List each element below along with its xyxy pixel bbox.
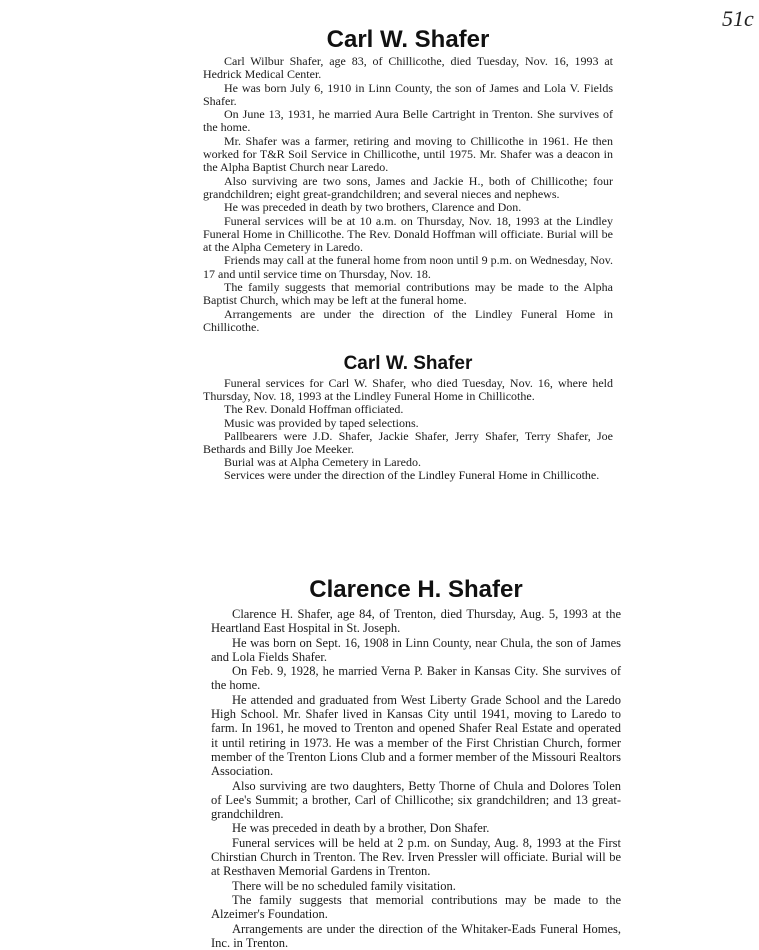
notice-body — [203, 377, 613, 483]
paragraph: Funeral services will be at 10 a.m. on Thursday, Nov. 18, 1993 at the Lindley Funeral Home in Chillicothe. The Rev. Donald Hoffman will officiate. Burial will be at the Alpha Cemetery in Laredo. — [203, 213, 613, 255]
paragraph: There will be no scheduled family visitation. — [232, 878, 456, 893]
obituary-clarence-h-shafer — [211, 578, 621, 950]
paragraph: Pallbearers were J.D. Shafer, Jackie Shafer, Jerry Shafer, Terry Shafer, Joe Bethards and Billy Joe Meeker. — [203, 428, 613, 457]
paragraph: Burial was at Alpha Cemetery in Laredo. — [224, 455, 421, 470]
paragraph: He attended and graduated from West Liberty Grade School and the Laredo High School. Mr. Shafer lived in Kansas City until 1941, moving to Laredo to farm. In 1961, he moved to Trenton and opened Shafer Real Estate and operated it until retiring in 1973. He was a member of the First Christian Church, former member of the Trenton Lions Club and a former member of the Missouri Realtors Association. — [211, 692, 621, 779]
handwritten-page-note: 51c — [722, 6, 754, 31]
obituary-body — [211, 607, 621, 950]
paragraph: The family suggests that memorial contributions may be made to the Alzeimer's Foundation. — [211, 892, 621, 922]
paragraph: On Feb. 9, 1928, he married Verna P. Baker in Kansas City. She survives of the home. — [211, 664, 621, 693]
paragraph: Friends may call at the funeral home from noon until 9 p.m. on Wednesday, Nov. 17 and until service time on Thursday, Nov. 18. — [203, 253, 613, 281]
paragraph: Arrangements are under the direction of the Whitaker-Eads Funeral Homes, Inc. in Trenton. — [211, 921, 621, 950]
paragraph: He was preceded in death by two brothers, Clarence and Don. — [224, 200, 522, 215]
paragraph: Arrangements are under the direction of the Lindley Funeral Home in Chillicothe. — [203, 306, 613, 334]
obituary-carl-w-shafer — [203, 28, 613, 334]
paragraph: Mr. Shafer was a farmer, retiring and moving to Chillicothe in 1961. He then worked for T&R Soil Service in Chillicothe, until 1975. Mr. Shafer was a deacon in the Alpha Baptist Church near Laredo. — [203, 133, 613, 175]
funeral-notice-carl-w-shafer — [203, 354, 613, 483]
paragraph: Music was provided by taped selections. — [224, 415, 419, 430]
obituary-headline: Clarence H. Shafer — [309, 576, 523, 603]
paragraph: The Rev. Donald Hoffman officiated. — [224, 402, 404, 417]
paragraph: He was preceded in death by a brother, Don Shafer. — [232, 821, 490, 836]
paragraph: Also surviving are two sons, James and Jackie H., both of Chillicothe; four grandchildren; eight great-grandchildren; and several nieces and nephews. — [203, 173, 613, 201]
paragraph: On June 13, 1931, he married Aura Belle Cartright in Trenton. She survives of the home. — [203, 107, 613, 135]
notice-headline: Carl W. Shafer — [343, 353, 473, 374]
paragraph: He was born on Sept. 16, 1908 in Linn County, near Chula, the son of James and Lola Fields Shafer. — [211, 635, 621, 664]
obituary-headline: Carl W. Shafer — [326, 26, 490, 53]
paragraph: The family suggests that memorial contributions may be made to the Alpha Baptist Church, which may be left at the funeral home. — [203, 280, 613, 308]
paragraph: Clarence H. Shafer, age 84, of Trenton, died Thursday, Aug. 5, 1993 at the Heartland East Hospital in St. Joseph. — [211, 607, 621, 636]
paragraph: Funeral services for Carl W. Shafer, who died Tuesday, Nov. 16, where held Thursday, Nov. 18, 1993 at the Lindley Funeral Home in Chillicothe. — [203, 376, 613, 404]
paragraph: Carl Wilbur Shafer, age 83, of Chillicothe, died Tuesday, Nov. 16, 1993 at Hedrick Medical Center. — [203, 54, 613, 82]
obituary-body — [203, 55, 613, 334]
paragraph: Services were under the direction of the Lindley Funeral Home in Chillicothe. — [224, 468, 600, 483]
paragraph: Funeral services will be held at 2 p.m. on Sunday, Aug. 8, 1993 at the First Chirstian Church in Trenton. The Rev. Irven Pressler will officiate. Burial will be at Resthaven Memorial Gardens in Trenton. — [211, 835, 621, 879]
paragraph: He was born July 6, 1910 in Linn County, the son of James and Lola V. Fields Shafer. — [203, 80, 613, 108]
paragraph: Also surviving are two daughters, Betty Thorne of Chula and Dolores Tolen of Lee's Summit; a brother, Carl of Chillicothe; six grandchildren; and 13 great-grandchildren. — [211, 778, 621, 822]
